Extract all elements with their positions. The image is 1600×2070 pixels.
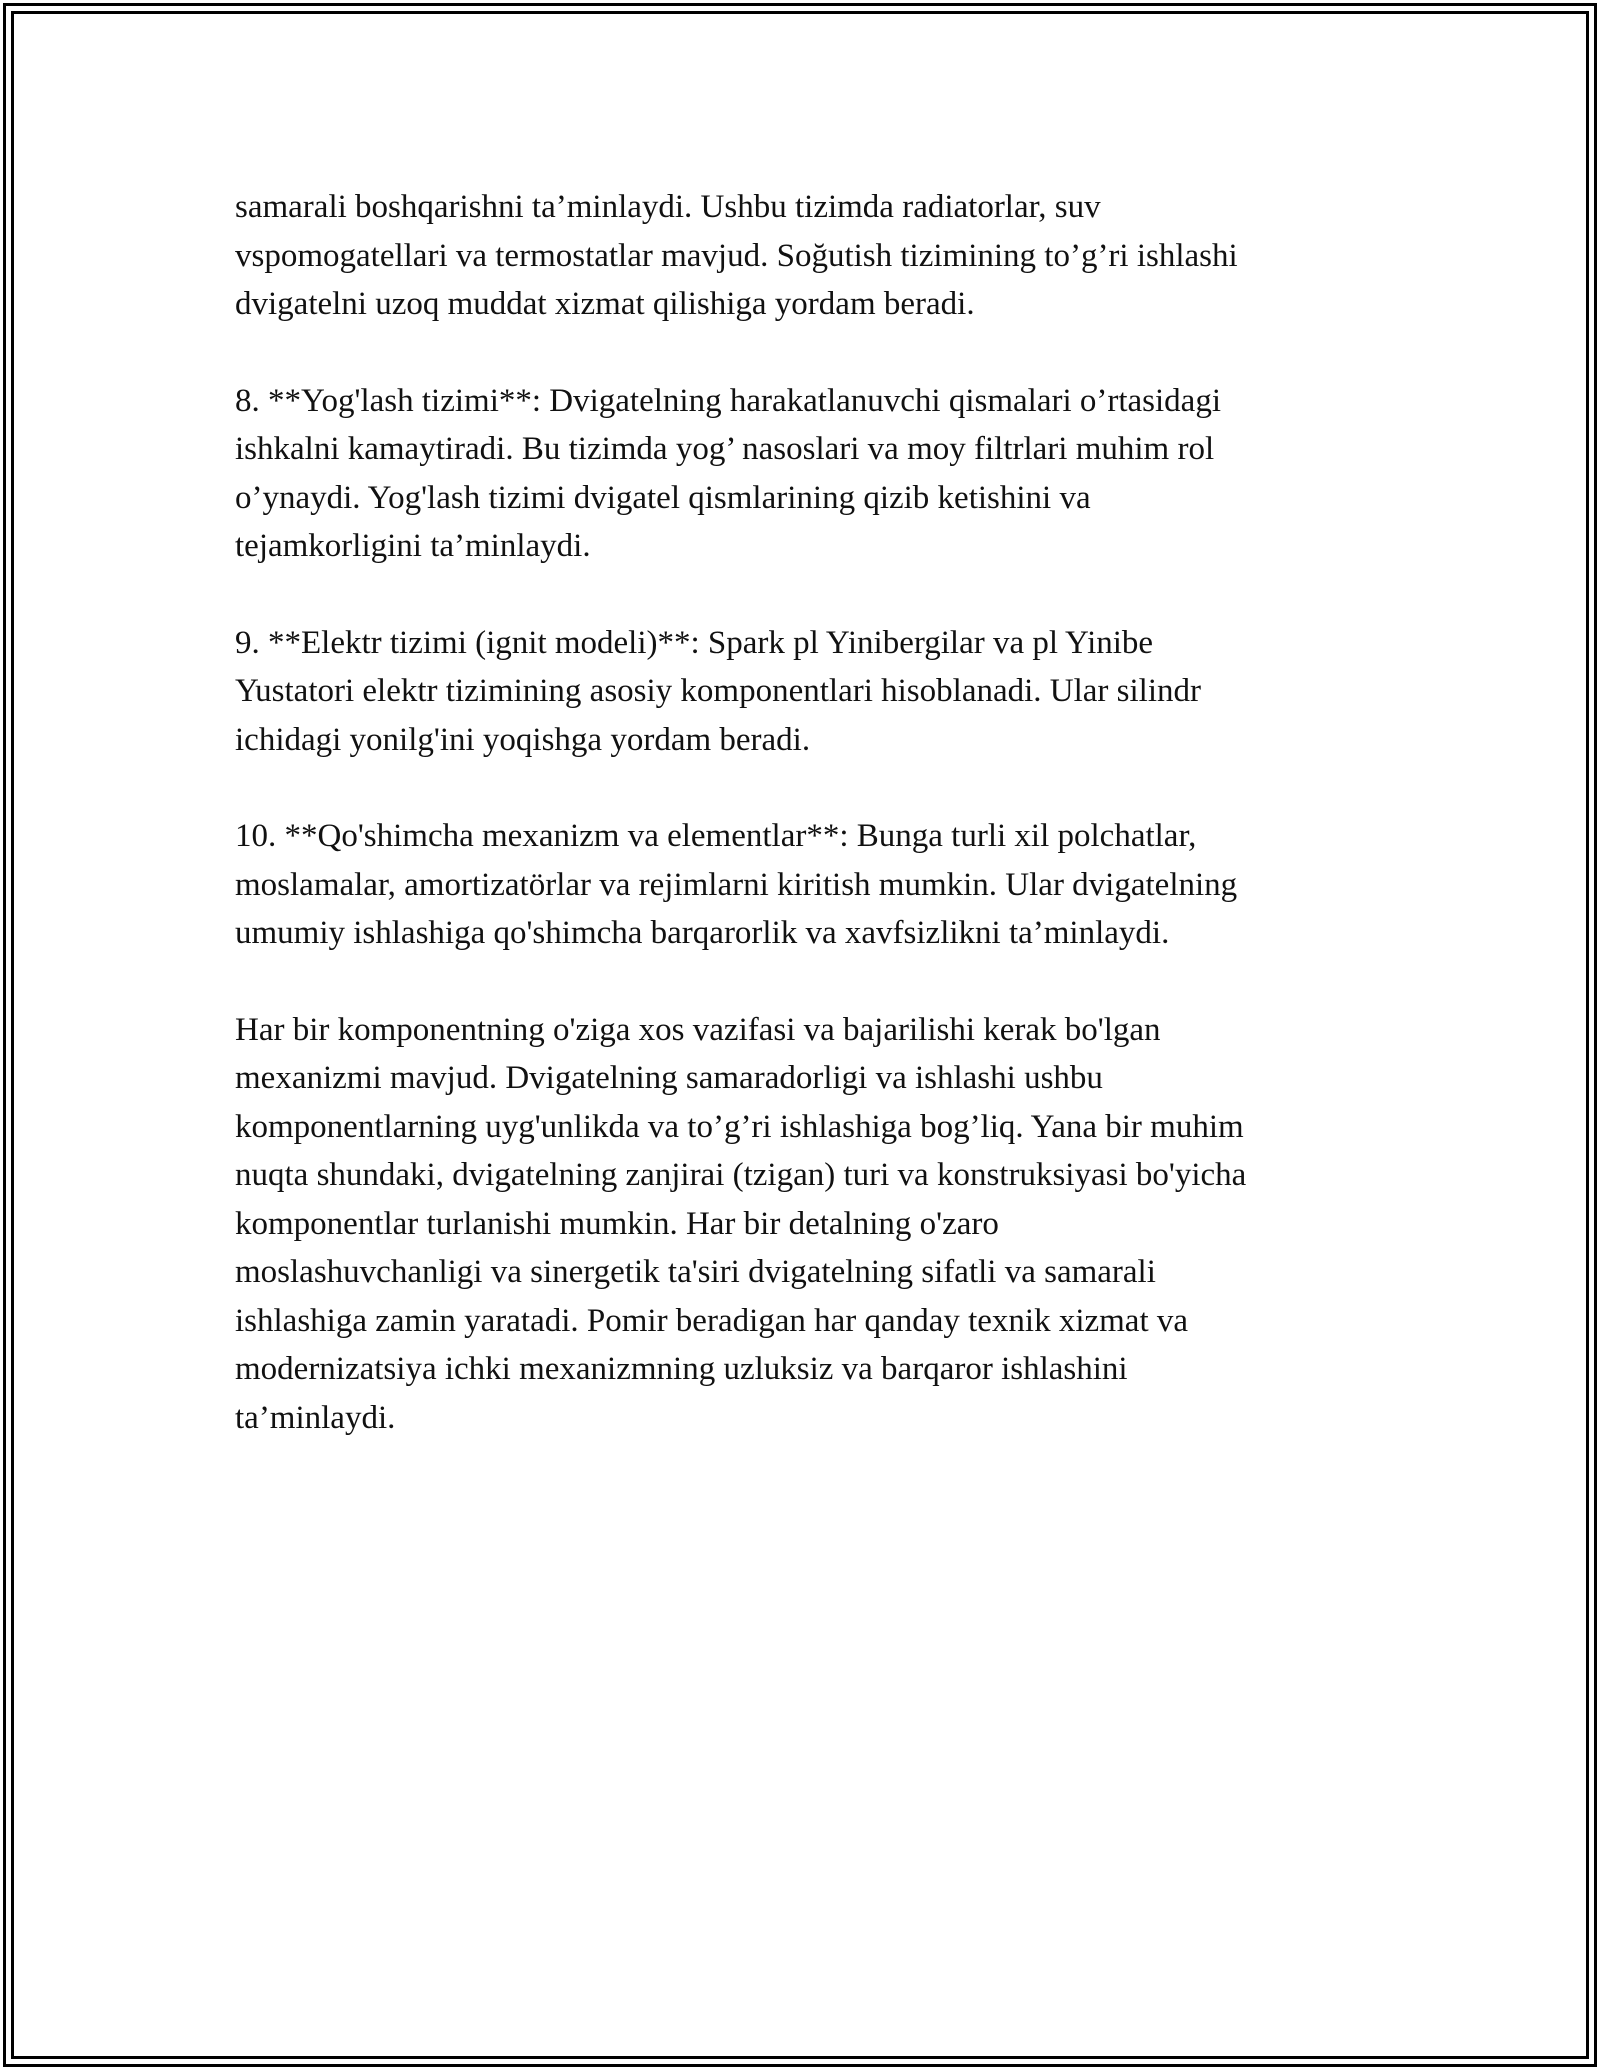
paragraph-electrical-system: 9. **Elektr tizimi (ignit modeli)**: Spark pl Yinibergilar va pl Yinibe Yustatori elektr tizimining asosiy komponentlari hisoblanadi. Ular silindr ichidagi yonilg'ini yoqishga yordam beradi. — [235, 624, 1202, 758]
paragraph-cooling-system: samarali boshqarishni ta’minlaydi. Ushbu tizimda radiatorlar, suv vspomogatellari va termostatlar mavjud. Soğutish tizimining to’g’ri ishlashi dvigatelni uzoq muddat xizmat qilishiga yordam beradi. — [235, 189, 1238, 322]
paragraph-lubrication-system: 8. **Yog'lash tizimi**: Dvigatelning harakatlanuvchi qismalari o’rtasidagi ishkalni kamaytiradi. Bu tizimda yog’ nasoslari va moy filtrlari muhim rol o’ynaydi. Yog'lash tizimi dvigatel qismlarining qizib ketishini va tejamkorligini ta’minlaydi. — [235, 382, 1221, 564]
paragraph-additional-mechanisms: 10. **Qo'shimcha mexanizm va elementlar**: Bunga turli xil polchatlar, moslamalar, amortizatörlar va rejimlarni kiritish mumkin. Ular dvigatelning umumiy ishlashiga qo'shimcha barqarorlik va xavfsizlikni ta’minlaydi. — [235, 818, 1238, 951]
paragraph-conclusion: Har bir komponentning o'ziga xos vazifasi va bajarilishi kerak bo'lgan mexanizmi mavjud. Dvigatelning samaradorligi va ishlashi ushbu komponentlarning uyg'unlikda va to’g’ri ishlashiga bog’liq. Yana bir muhim nuqta shundaki, dvigatelning zanjirai (tzigan) turi va konstruksiyasi bo'yicha komponentlar turlanishi mumkin. Har bir detalning o'zaro moslashuvchanligi va sinergetik ta'siri dvigatelning sifatli va samarali ishlashiga zamin yaratadi. Pomir beradigan har qanday texnik xizmat va modernizatsiya ichki mexanizmning uzluksiz va barqaror ishlashini ta’minlaydi. — [235, 1011, 1247, 1436]
document-body — [235, 183, 1365, 1490]
